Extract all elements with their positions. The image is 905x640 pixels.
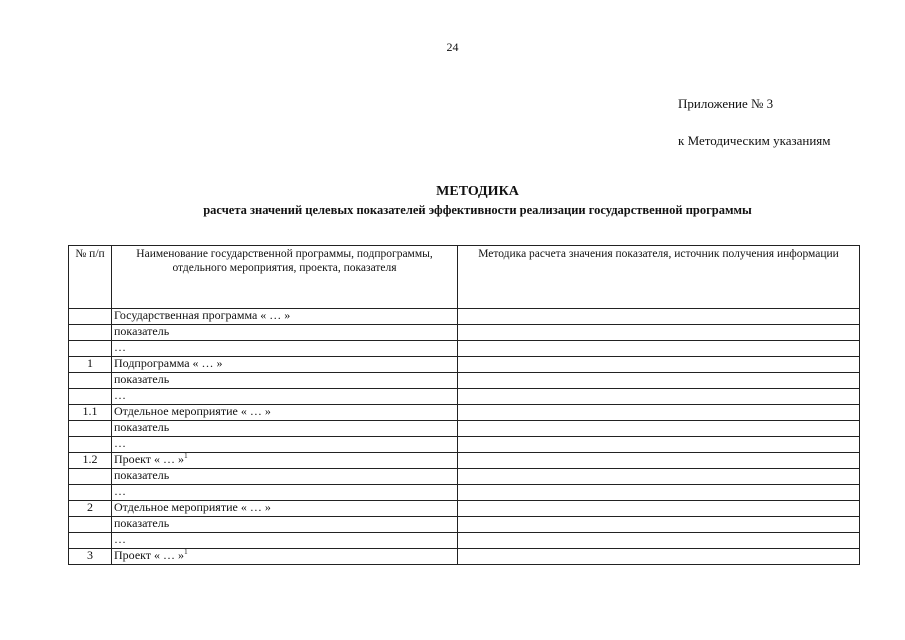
table-row: [69, 421, 860, 437]
row-method: [458, 405, 860, 421]
row-name: [112, 533, 458, 549]
row-number: [69, 517, 112, 533]
table-row: [69, 357, 860, 373]
table-body: [69, 309, 860, 565]
row-name: [112, 517, 458, 533]
row-name: [112, 357, 458, 373]
table-row: [69, 373, 860, 389]
row-name-text: …: [114, 340, 126, 354]
row-number: [69, 469, 112, 485]
row-name: [112, 325, 458, 341]
row-name-text: …: [114, 484, 126, 498]
table-row: [69, 453, 860, 469]
row-name: [112, 389, 458, 405]
row-number: 3: [69, 549, 112, 565]
table-row: [69, 405, 860, 421]
row-name: [112, 501, 458, 517]
row-method: [458, 453, 860, 469]
header-number: № п/п: [69, 246, 112, 309]
row-name-text: Отдельное мероприятие « … »: [114, 404, 271, 418]
row-name: [112, 405, 458, 421]
row-name: [112, 485, 458, 501]
table-row: [69, 533, 860, 549]
row-method: [458, 469, 860, 485]
header-name: Наименование государственной программы, подпрограммы, отдельного мероприятия, проекта, показателя: [112, 246, 458, 309]
row-name: [112, 469, 458, 485]
row-method: [458, 485, 860, 501]
row-number: [69, 533, 112, 549]
row-number: [69, 373, 112, 389]
table-row: [69, 389, 860, 405]
row-name-text: показатель: [114, 420, 170, 434]
row-number: [69, 325, 112, 341]
table-row: [69, 469, 860, 485]
row-name-text: показатель: [114, 324, 170, 338]
document-title: МЕТОДИКА: [436, 184, 519, 199]
row-method: [458, 501, 860, 517]
table-row: [69, 517, 860, 533]
table-row: [69, 549, 860, 565]
table-row: [69, 325, 860, 341]
row-method: [458, 389, 860, 405]
row-name-text: …: [114, 436, 126, 450]
row-name: [112, 341, 458, 357]
row-method: [458, 309, 860, 325]
row-method: [458, 421, 860, 437]
table-row: [69, 485, 860, 501]
row-method: [458, 437, 860, 453]
row-number: [69, 309, 112, 325]
row-name-text: Проект « … »: [114, 452, 185, 466]
row-name-text: показатель: [114, 468, 170, 482]
row-number: [69, 389, 112, 405]
row-name-text: показатель: [114, 372, 170, 386]
row-name-text: Отдельное мероприятие « … »: [114, 500, 271, 514]
row-number: [69, 485, 112, 501]
table-row: [69, 501, 860, 517]
row-name: [112, 437, 458, 453]
row-method: [458, 373, 860, 389]
row-name: [112, 421, 458, 437]
page-number: 24: [446, 40, 459, 54]
row-method: [458, 325, 860, 341]
row-name: [112, 549, 458, 565]
row-method: [458, 533, 860, 549]
footnote-marker: 1: [184, 548, 188, 556]
appendix-reference: к Методическим указаниям: [678, 133, 831, 148]
row-number: [69, 341, 112, 357]
methodology-table: [68, 245, 860, 565]
row-number: 1: [69, 357, 112, 373]
table-row: [69, 437, 860, 453]
row-name-text: показатель: [114, 516, 170, 530]
table-row: [69, 309, 860, 325]
row-number: 2: [69, 501, 112, 517]
document-subtitle: расчета значений целевых показателей эффективности реализации государственной программы: [203, 203, 752, 217]
row-number: [69, 421, 112, 437]
appendix-label: Приложение № 3: [678, 96, 774, 111]
row-method: [458, 341, 860, 357]
row-method: [458, 549, 860, 565]
row-name-text: …: [114, 532, 126, 546]
footnote-marker: 1: [184, 452, 188, 460]
row-number: 1.1: [69, 405, 112, 421]
row-method: [458, 357, 860, 373]
row-number: [69, 437, 112, 453]
row-name: [112, 373, 458, 389]
table-header-row: [69, 246, 860, 309]
row-name-text: Государственная программа « … »: [114, 308, 291, 322]
table-row: [69, 341, 860, 357]
row-name: [112, 309, 458, 325]
row-name-text: …: [114, 388, 126, 402]
row-name-text: Проект « … »: [114, 548, 185, 562]
row-method: [458, 517, 860, 533]
row-number: 1.2: [69, 453, 112, 469]
header-method: Методика расчета значения показателя, источник получения информации: [458, 246, 860, 309]
row-name-text: Подпрограмма « … »: [114, 356, 223, 370]
row-name: [112, 453, 458, 469]
